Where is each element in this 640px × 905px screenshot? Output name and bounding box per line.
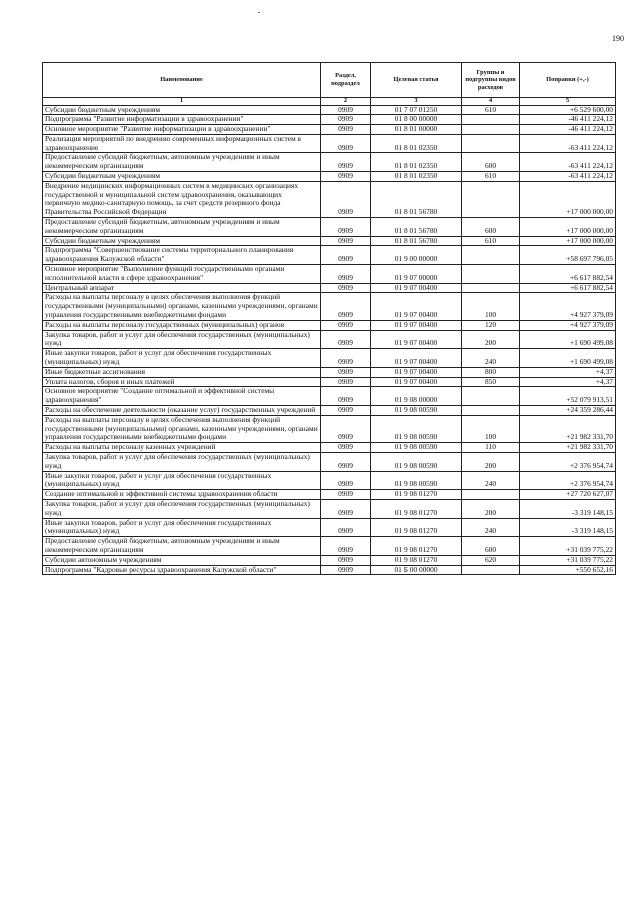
cell-section: 0909 — [321, 377, 371, 387]
cell-amount: +1 690 499,08 — [520, 330, 616, 349]
header-article: Целевая статья — [371, 63, 462, 98]
cell-amount: +6 529 600,00 — [520, 105, 616, 115]
cell-name: Расходы на выплаты персоналу в целях обеспечения выполнения функций государственными (муниципальными) органами, казенными учреждениями, органами управления государственными внебюджетными фондами — [43, 293, 321, 320]
cell-amount: +17 000 000,00 — [520, 181, 616, 217]
cell-section: 0909 — [321, 555, 371, 565]
cell-article: 01 9 08 00590 — [371, 452, 462, 471]
cell-group — [462, 134, 520, 153]
cell-article: 01 8 00 00000 — [371, 115, 462, 125]
table-row — [43, 518, 616, 537]
cell-name: Иные закупки товаров, работ и услуг для обеспечения государственных (муниципальных) нужд — [43, 349, 321, 368]
cell-article: 01 9 08 01270 — [371, 490, 462, 500]
cell-article: 01 9 07 00400 — [371, 367, 462, 377]
table-row — [43, 452, 616, 471]
table-row — [43, 471, 616, 490]
cell-name: Расходы на выплаты персоналу казенных учреждений — [43, 443, 321, 453]
cell-article: 01 8 01 00000 — [371, 125, 462, 135]
cell-name: Расходы на выплаты персоналу в целях обеспечения выполнения функций государственными (муниципальными) органами, казенными учреждениями, органами управления государственными внебюджетными фондами — [43, 415, 321, 442]
cell-amount: +6 617 882,54 — [520, 265, 616, 284]
cell-article: 01 8 01 02350 — [371, 172, 462, 182]
cell-amount: +4,37 — [520, 377, 616, 387]
table-row — [43, 443, 616, 453]
cell-section: 0909 — [321, 415, 371, 442]
cell-name: Субсидии бюджетным учреждениям — [43, 236, 321, 246]
cell-article: 01 9 07 00400 — [371, 349, 462, 368]
cell-article: 01 9 07 00400 — [371, 293, 462, 320]
cell-section: 0909 — [321, 125, 371, 135]
cell-article: 01 9 08 01270 — [371, 518, 462, 537]
cell-name: Субсидии автономным учреждениям — [43, 555, 321, 565]
cell-section: 0909 — [321, 236, 371, 246]
cell-section: 0909 — [321, 471, 371, 490]
cell-group — [462, 181, 520, 217]
cell-group — [462, 406, 520, 416]
cell-amount: +58 697 796,05 — [520, 246, 616, 265]
table-row — [43, 555, 616, 565]
cell-name: Основное мероприятие "Развитие информатизации в здравоохранении" — [43, 125, 321, 135]
table-body — [43, 105, 616, 575]
cell-name: Предоставление субсидий бюджетным, автономным учреждениям и иным некоммерческим организациям — [43, 218, 321, 237]
cell-amount: +4,37 — [520, 367, 616, 377]
cell-name: Иные бюджетные ассигнования — [43, 367, 321, 377]
cell-group: 200 — [462, 452, 520, 471]
table-row — [43, 181, 616, 217]
cell-group — [462, 265, 520, 284]
cell-amount: -46 411 224,12 — [520, 115, 616, 125]
cell-group: 610 — [462, 236, 520, 246]
cell-article: 01 Б 00 00000 — [371, 565, 462, 575]
cell-section: 0909 — [321, 283, 371, 293]
cell-article: 01 9 08 01270 — [371, 499, 462, 518]
cell-section: 0909 — [321, 218, 371, 237]
cell-group: 620 — [462, 555, 520, 565]
cell-group: 800 — [462, 367, 520, 377]
column-number-row — [43, 98, 616, 106]
cell-group — [462, 283, 520, 293]
cell-name: Подпрограмма "Развитие информатизации в здравоохранении" — [43, 115, 321, 125]
cell-group: 240 — [462, 471, 520, 490]
cell-group: 100 — [462, 415, 520, 442]
cell-section: 0909 — [321, 134, 371, 153]
cell-group — [462, 490, 520, 500]
cell-article: 01 9 07 00400 — [371, 330, 462, 349]
cell-group — [462, 565, 520, 575]
cell-section: 0909 — [321, 172, 371, 182]
column-number: 3 — [371, 98, 462, 106]
cell-article: 01 9 08 00000 — [371, 387, 462, 406]
cell-group: 200 — [462, 330, 520, 349]
cell-amount: -63 411 224,12 — [520, 134, 616, 153]
cell-article: 01 9 08 00590 — [371, 471, 462, 490]
column-number: 5 — [520, 98, 616, 106]
cell-section: 0909 — [321, 293, 371, 320]
cell-section: 0909 — [321, 443, 371, 453]
cell-group — [462, 125, 520, 135]
cell-section: 0909 — [321, 406, 371, 416]
cell-section: 0909 — [321, 181, 371, 217]
cell-section: 0909 — [321, 349, 371, 368]
header-amount: Поправки (+,-) — [520, 63, 616, 98]
cell-amount: +21 982 331,70 — [520, 443, 616, 453]
cell-amount: +2 376 954,74 — [520, 471, 616, 490]
cell-name: Центральный аппарат — [43, 283, 321, 293]
column-number: 2 — [321, 98, 371, 106]
cell-group: 100 — [462, 293, 520, 320]
table-row — [43, 134, 616, 153]
table-row — [43, 153, 616, 172]
table-row — [43, 172, 616, 182]
scan-speck — [258, 12, 260, 13]
cell-name: Создание оптимальной и эффективной системы здравоохранения области — [43, 490, 321, 500]
cell-amount: +1 690 499,08 — [520, 349, 616, 368]
column-number: 1 — [43, 98, 321, 106]
cell-section: 0909 — [321, 265, 371, 284]
cell-article: 01 9 08 01270 — [371, 555, 462, 565]
cell-section: 0909 — [321, 320, 371, 330]
cell-name: Субсидии бюджетным учреждениям — [43, 105, 321, 115]
cell-name: Подпрограмма "Совершенствование системы территориального планирования здравоохранения Калужской области" — [43, 246, 321, 265]
cell-amount: +550 652,16 — [520, 565, 616, 575]
table-row — [43, 537, 616, 556]
cell-group — [462, 115, 520, 125]
cell-section: 0909 — [321, 452, 371, 471]
cell-section: 0909 — [321, 499, 371, 518]
cell-name: Субсидии бюджетным учреждениям — [43, 172, 321, 182]
cell-amount: +24 359 286,44 — [520, 406, 616, 416]
table-row — [43, 565, 616, 575]
table-row — [43, 125, 616, 135]
budget-table — [42, 62, 616, 575]
cell-amount: -46 411 224,12 — [520, 125, 616, 135]
cell-group: 240 — [462, 349, 520, 368]
cell-amount: +4 927 379,09 — [520, 293, 616, 320]
cell-article: 01 8 01 02350 — [371, 153, 462, 172]
header-row — [43, 63, 616, 98]
cell-amount: +31 039 775,22 — [520, 555, 616, 565]
cell-article: 01 9 07 00400 — [371, 320, 462, 330]
cell-article: 01 7 07 01250 — [371, 105, 462, 115]
cell-amount: +17 000 000,00 — [520, 236, 616, 246]
header-group: Группы и подгруппы видов расходов — [462, 63, 520, 98]
cell-article: 01 9 00 00000 — [371, 246, 462, 265]
cell-article: 01 9 07 00400 — [371, 283, 462, 293]
cell-group: 200 — [462, 499, 520, 518]
cell-section: 0909 — [321, 565, 371, 575]
cell-name: Основное мероприятие "Создание оптимальной и эффективной системы здравоохранения" — [43, 387, 321, 406]
cell-group: 850 — [462, 377, 520, 387]
cell-name: Иные закупки товаров, работ и услуг для обеспечения государственных (муниципальных) нужд — [43, 518, 321, 537]
table-row — [43, 218, 616, 237]
table-row — [43, 406, 616, 416]
cell-article: 01 8 01 56780 — [371, 181, 462, 217]
cell-amount: +27 720 627,07 — [520, 490, 616, 500]
table-row — [43, 320, 616, 330]
cell-name: Подпрограмма "Кадровые ресурсы здравоохранения Калужской области" — [43, 565, 321, 575]
page-number: 190 — [612, 34, 624, 43]
cell-group: 110 — [462, 443, 520, 453]
cell-name: Предоставление субсидий бюджетным, автономным учреждениям и иным некоммерческим организациям — [43, 537, 321, 556]
table-row — [43, 499, 616, 518]
cell-group — [462, 387, 520, 406]
cell-amount: +31 039 775,22 — [520, 537, 616, 556]
column-number: 4 — [462, 98, 520, 106]
cell-name: Расходы на выплаты персоналу государственных (муниципальных) органов — [43, 320, 321, 330]
cell-article: 01 8 01 56780 — [371, 218, 462, 237]
cell-section: 0909 — [321, 105, 371, 115]
cell-group: 610 — [462, 105, 520, 115]
cell-name: Внедрение медицинских информационных систем в медицинских организациях государственной и муниципальной систем здравоохранения, оказывающих первичную медико-санитарную помощь, за счет средств резервного фонда Правительства Российской Федерации — [43, 181, 321, 217]
table-row — [43, 490, 616, 500]
table-row — [43, 293, 616, 320]
cell-amount: +4 927 379,09 — [520, 320, 616, 330]
cell-amount: +52 079 913,51 — [520, 387, 616, 406]
cell-name: Иные закупки товаров, работ и услуг для обеспечения государственных (муниципальных) нужд — [43, 471, 321, 490]
cell-amount: -3 319 148,15 — [520, 518, 616, 537]
cell-group: 600 — [462, 218, 520, 237]
cell-article: 01 8 01 02350 — [371, 134, 462, 153]
cell-section: 0909 — [321, 537, 371, 556]
cell-amount: +17 000 000,00 — [520, 218, 616, 237]
cell-article: 01 9 08 00590 — [371, 406, 462, 416]
header-name: Наименование — [43, 63, 321, 98]
cell-name: Реализация мероприятий по внедрению современных информационных систем в здравоохранение — [43, 134, 321, 153]
cell-section: 0909 — [321, 153, 371, 172]
table-row — [43, 349, 616, 368]
header-section: Раздел, подраздел — [321, 63, 371, 98]
cell-section: 0909 — [321, 246, 371, 265]
cell-amount: -63 411 224,12 — [520, 153, 616, 172]
cell-article: 01 9 07 00000 — [371, 265, 462, 284]
cell-name: Уплата налогов, сборов и иных платежей — [43, 377, 321, 387]
cell-amount: +21 982 331,70 — [520, 415, 616, 442]
cell-name: Закупка товаров, работ и услуг для обеспечения государственных (муниципальных) нужд — [43, 330, 321, 349]
table-row — [43, 265, 616, 284]
cell-section: 0909 — [321, 490, 371, 500]
table-row — [43, 415, 616, 442]
cell-amount: -63 411 224,12 — [520, 172, 616, 182]
cell-amount: -3 319 148,15 — [520, 499, 616, 518]
cell-group: 120 — [462, 320, 520, 330]
cell-section: 0909 — [321, 518, 371, 537]
cell-group — [462, 246, 520, 265]
cell-name: Основное мероприятие "Выполнение функций государственными органами исполнительной власти в сфере здравоохранения" — [43, 265, 321, 284]
table-row — [43, 330, 616, 349]
table-row — [43, 387, 616, 406]
cell-article: 01 9 08 00590 — [371, 415, 462, 442]
cell-section: 0909 — [321, 367, 371, 377]
cell-article: 01 9 07 00400 — [371, 377, 462, 387]
cell-name: Расходы на обеспечение деятельности (оказание услуг) государственных учреждений — [43, 406, 321, 416]
cell-group: 240 — [462, 518, 520, 537]
cell-section: 0909 — [321, 387, 371, 406]
table-row — [43, 367, 616, 377]
cell-article: 01 9 08 01270 — [371, 537, 462, 556]
cell-group: 600 — [462, 153, 520, 172]
cell-name: Закупка товаров, работ и услуг для обеспечения государственных (муниципальных) нужд — [43, 452, 321, 471]
cell-amount: +6 617 882,54 — [520, 283, 616, 293]
cell-section: 0909 — [321, 330, 371, 349]
cell-name: Предоставление субсидий бюджетным, автономным учреждениям и иным некоммерческим организациям — [43, 153, 321, 172]
cell-article: 01 9 08 00590 — [371, 443, 462, 453]
cell-group: 610 — [462, 172, 520, 182]
cell-amount: +2 376 954,74 — [520, 452, 616, 471]
cell-name: Закупка товаров, работ и услуг для обеспечения государственных (муниципальных) нужд — [43, 499, 321, 518]
cell-section: 0909 — [321, 115, 371, 125]
cell-group: 600 — [462, 537, 520, 556]
cell-article: 01 8 01 56780 — [371, 236, 462, 246]
table-row — [43, 246, 616, 265]
